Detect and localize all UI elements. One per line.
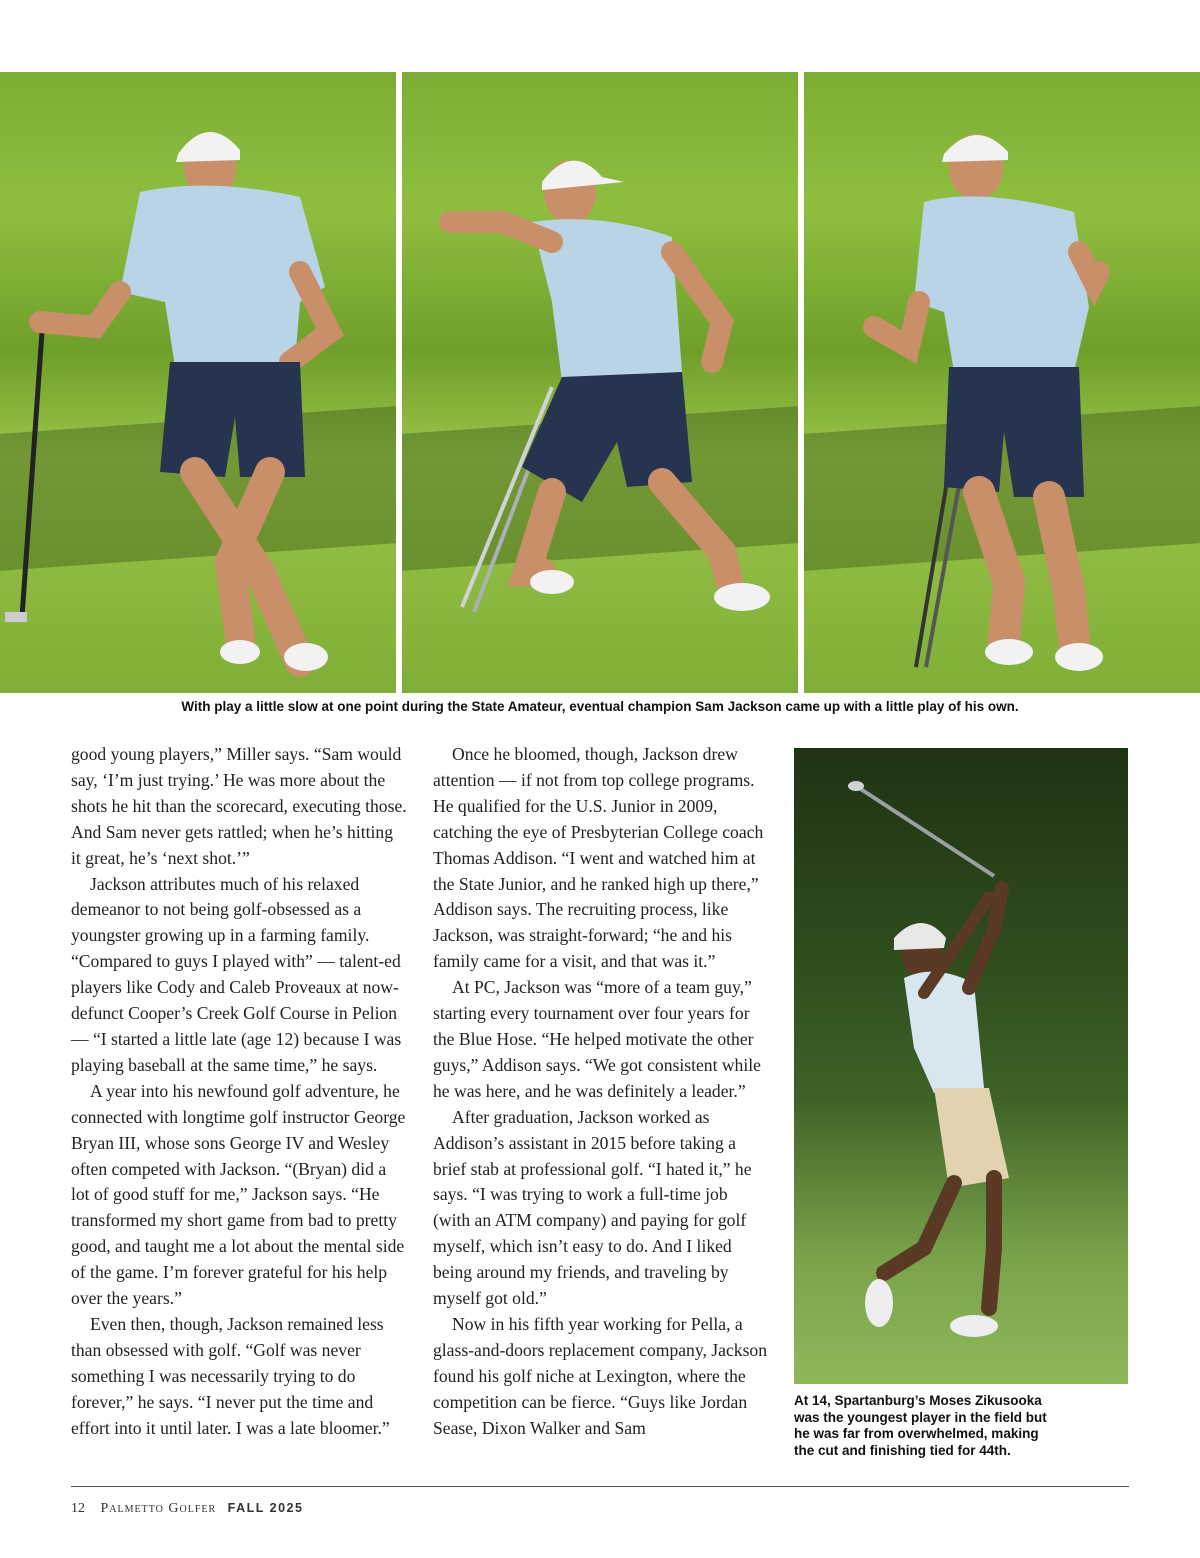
caption-line: he was far from overwhelmed, making: [794, 1426, 1039, 1441]
paragraph: At PC, Jackson was “more of a team guy,” starting every tournament over four years for the Blue Hose. “He helped motivate the other guys,” Addison says. “We got consistent while he was here, and he was definitely a leader.”: [433, 977, 761, 1101]
footer-rule: [71, 1486, 1129, 1487]
page-number: 12: [71, 1501, 85, 1516]
caption-line: the cut and finishing tied for 44th.: [794, 1442, 1011, 1458]
article-column-1: [71, 742, 407, 1441]
golfer-figure-side: [794, 748, 1128, 1384]
paragraph: After graduation, Jackson worked as Addison’s assistant in 2015 before taking a brief stab at professional golf. “I hated it,” he says. “I was trying to work a full-time job (with an ATM company) and paying for golf myself, which isn’t easy to do. And I liked being around my friends, and traveling by myself got old.”: [433, 1106, 752, 1309]
top-photo-caption: With play a little slow at one point during the State Amateur, eventual champion Sam Jackson came up with a little play of his own.: [181, 699, 1019, 714]
golfer-figure-3: [804, 72, 1200, 693]
issue-label: FALL 2025: [227, 1501, 304, 1515]
paragraph: A year into his newfound golf adventure, he connected with longtime golf instructor George Bryan III, whose sons George IV and Wesley often competed with Jackson. “(Bryan) did a lot of good stuff for me,” Jackson says. “He transformed my short game from bad to pretty good, and taught me a lot about the mental side of the game. I’m forever grateful for his help over the years.”: [71, 1080, 406, 1309]
caption-line: At 14, Spartanburg’s Moses Zikusooka: [794, 1393, 1042, 1408]
paragraph: Once he bloomed, though, Jackson drew attention — if not from top college programs. He qualified for the U.S. Junior in 2009, catching the eye of Presbyterian College coach Thomas Addison. “I went and watched him at the State Junior, and he ranked high up there,” Addison says. The recruiting process, like Jackson, was straight-forward; “he and his family came for a visit, and that was it.”: [433, 744, 764, 972]
photo-golfer-gesturing: [804, 72, 1200, 693]
publication-name: Palmetto Golfer: [100, 1501, 217, 1516]
photo-golfer-throwing-pose: [402, 72, 798, 693]
golfer-figure-2: [402, 72, 798, 693]
paragraph: Now in his fifth year working for Pella, a glass-and-doors replacement company, Jackson found his golf niche at Lexington, where the competition can be fierce. “Guys like Jordan Sease, Dixon Walker and Sam: [433, 1313, 768, 1438]
photo-golfer-leaning-on-club: [0, 72, 396, 693]
side-photo-caption: [794, 1393, 1074, 1459]
golfer-figure-1: [0, 72, 396, 693]
paragraph: Even then, though, Jackson remained less than obsessed with golf. “Golf was never something I was necessarily trying to do forever,” he says. “I never put the time and effort into it until later. I was a late bloomer.”: [71, 1313, 390, 1438]
paragraph: Jackson attributes much of his relaxed demeanor to not being golf-obsessed as a youngster growing up in a farming family. “Compared to guys I played with” — talent-ed players like Cody and Caleb Proveaux at now-defunct Cooper’s Creek Golf Course in Pelion — “I started a little late (age 12) because I was playing baseball at the same time,” he says.: [71, 873, 402, 1075]
paragraph: good young players,” Miller says. “Sam would say, ‘I’m just trying.’ He was more about the shots he hit than the scorecard, executing those. And Sam never gets rattled; when he’s hitting it great, he’s ‘next shot.’”: [71, 744, 407, 868]
photo-young-golfer-swing: [794, 748, 1128, 1384]
article-column-2: [433, 742, 769, 1441]
page-footer: [71, 1501, 303, 1517]
caption-line: was the youngest player in the field but: [794, 1409, 1047, 1425]
